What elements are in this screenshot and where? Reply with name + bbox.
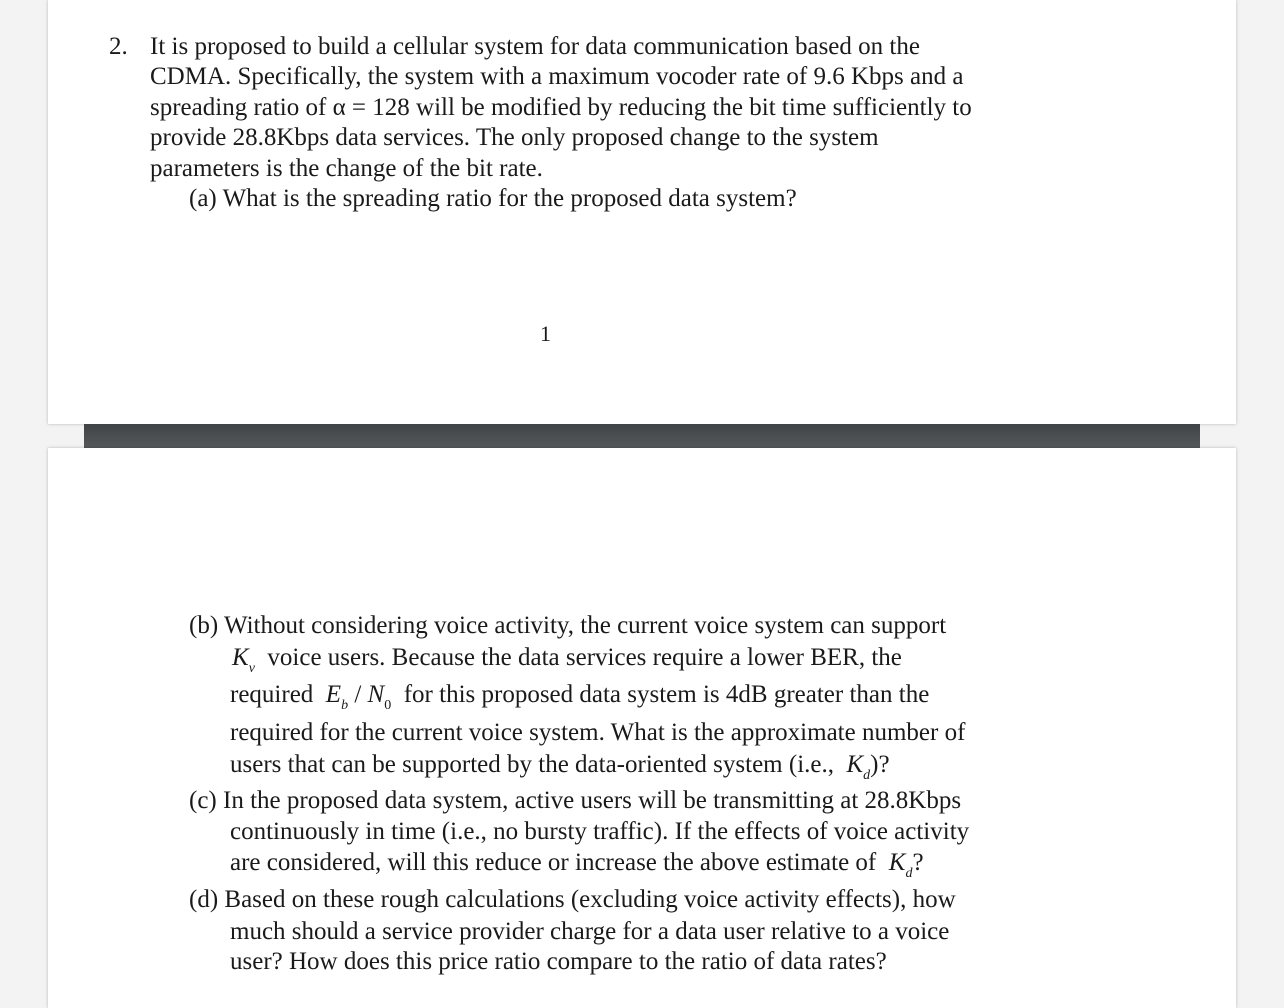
part-b-text-2: voice users. Because the data services require a lower BER, the xyxy=(267,644,902,671)
part-c-text-3b: ? xyxy=(912,849,924,876)
part-c-line-3 xyxy=(230,848,924,881)
intro-line-1: It is proposed to build a cellular system for data communication based on the xyxy=(150,33,920,60)
var-k-d-sub: d xyxy=(863,768,871,783)
var-k-v: K xyxy=(232,644,249,671)
var-e: E xyxy=(325,681,342,708)
part-b-label: (b) xyxy=(189,612,219,639)
part-b-text-3b: for this proposed data system is 4dB greater than the xyxy=(403,681,930,708)
part-c-line-1 xyxy=(189,786,961,816)
part-b-line-4: required for the current voice system. What is the approximate number of xyxy=(230,719,966,746)
part-b-line-3 xyxy=(230,680,930,713)
part-c-label: (c) xyxy=(189,787,217,814)
var-e-sub: b xyxy=(341,698,349,713)
var-k-d-2: K xyxy=(888,849,906,876)
part-b-line-1 xyxy=(189,611,946,641)
question-number: 2. xyxy=(109,33,128,60)
page-separator xyxy=(84,424,1200,448)
var-n-sub: 0 xyxy=(384,698,392,713)
var-k-v-sub: v xyxy=(248,661,255,676)
part-b-line-5 xyxy=(230,750,890,783)
var-k-d: K xyxy=(846,751,864,778)
intro-line-5: parameters is the change of the bit rate. xyxy=(150,155,543,182)
part-d-label: (d) xyxy=(189,886,219,913)
page-number: 1 xyxy=(540,321,551,346)
part-d-line-1 xyxy=(189,885,956,915)
part-d-line-2: much should a service provider charge for a data user relative to a voice xyxy=(230,918,950,945)
part-b-text-5b: )? xyxy=(870,751,890,778)
part-c-line-2: continuously in time (i.e., no bursty traffic). If the effects of voice activity xyxy=(230,818,970,845)
part-a xyxy=(189,184,797,214)
var-n: N xyxy=(367,681,385,708)
part-a-text: What is the spreading ratio for the proposed data system? xyxy=(222,185,797,212)
slash: / xyxy=(354,681,362,708)
intro-line-2: CDMA. Specifically, the system with a maximum vocoder rate of 9.6 Kbps and a xyxy=(150,63,964,90)
part-b-text-3a: required xyxy=(230,681,314,708)
intro-line-3: spreading ratio of α = 128 will be modified by reducing the bit time sufficiently to xyxy=(150,94,972,121)
part-b-text-5a: users that can be supported by the data-oriented system (i.e., xyxy=(230,751,834,778)
part-a-label: (a) xyxy=(189,185,217,212)
var-k-d-2-sub: d xyxy=(905,866,913,881)
part-c-text-1: In the proposed data system, active users will be transmitting at 28.8Kbps xyxy=(223,787,962,814)
part-d-line-3: user? How does this price ratio compare to the ratio of data rates? xyxy=(230,948,887,975)
part-b-text-1: Without considering voice activity, the current voice system can support xyxy=(223,612,947,639)
intro-line-4: provide 28.8Kbps data services. The only proposed change to the system xyxy=(150,124,879,151)
part-b-line-2 xyxy=(232,643,902,676)
part-c-text-3a: are considered, will this reduce or increase the above estimate of xyxy=(230,849,877,876)
part-d-text-1: Based on these rough calculations (excluding voice activity effects), how xyxy=(224,886,956,913)
